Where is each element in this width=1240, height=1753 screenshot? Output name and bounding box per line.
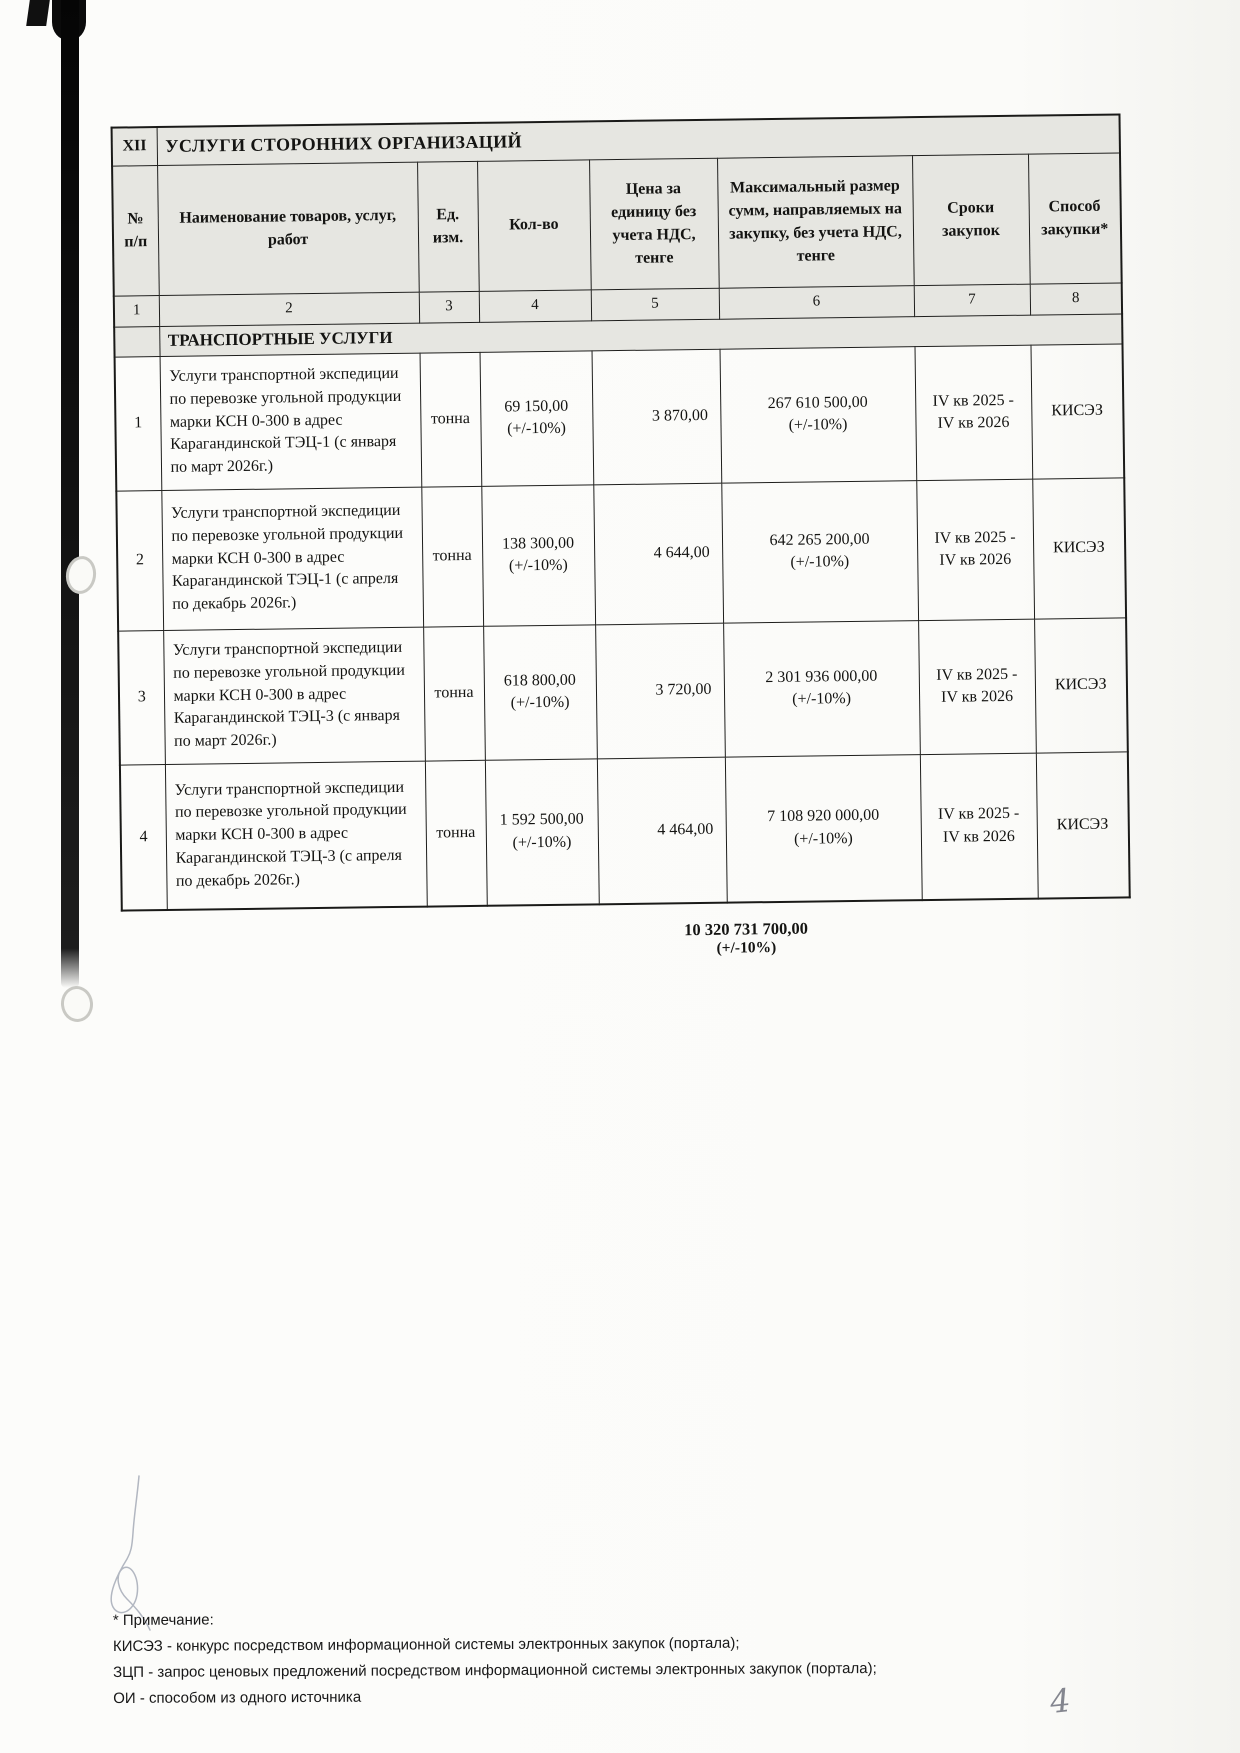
method-cell: КИСЭЗ bbox=[1030, 343, 1124, 478]
method-cell: КИСЭЗ bbox=[1032, 477, 1126, 618]
method-cell: КИСЭЗ bbox=[1034, 617, 1128, 752]
col-header-name: Наименование товаров, услуг, работ bbox=[157, 162, 419, 295]
quantity-cell: 69 150,00 (+/-10%) bbox=[480, 350, 594, 485]
terms-cell: IV кв 2025 - IV кв 2026 bbox=[916, 479, 1034, 621]
row-num-cell: 2 bbox=[116, 490, 163, 631]
col-header-method: Способ закупки* bbox=[1028, 152, 1122, 283]
group-title-cell: ТРАНСПОРТНЫЕ УСЛУГИ bbox=[159, 313, 1122, 356]
item-name-cell: Услуги транспортной экспедиции по перевозке угольной продукции марки КСН 0-300 в адрес Карагандинской ТЭЦ-1 (с апреля по декабрь 2026г.) bbox=[161, 487, 423, 630]
col-num-1: 1 bbox=[114, 295, 159, 327]
total-tolerance: (+/-10%) bbox=[716, 939, 777, 957]
terms-cell: IV кв 2025 - IV кв 2026 bbox=[914, 345, 1032, 481]
terms-cell: IV кв 2025 - IV кв 2026 bbox=[920, 753, 1038, 901]
unit-price-cell: 4 644,00 bbox=[593, 483, 723, 625]
item-name-cell: Услуги транспортной экспедиции по перевозке угольной продукции марки КСН 0-300 в адрес Карагандинской ТЭЦ-3 (с апреля по декабрь 2026г.) bbox=[165, 761, 427, 910]
unit-price-cell: 3 870,00 bbox=[592, 349, 722, 485]
binding-edge-strip bbox=[61, 0, 79, 988]
quantity-cell: 1 592 500,00 (+/-10%) bbox=[485, 758, 599, 905]
row-num-cell: 4 bbox=[120, 764, 167, 911]
col-header-price: Цена за единицу без учета НДС, тенге bbox=[589, 158, 719, 290]
max-sum-cell: 267 610 500,00 (+/-10%) bbox=[720, 346, 917, 483]
unit-cell: тонна bbox=[420, 352, 482, 487]
max-sum-cell: 7 108 920 000,00 (+/-10%) bbox=[725, 754, 922, 903]
col-num-4: 4 bbox=[479, 289, 591, 321]
row-num-cell: 3 bbox=[118, 630, 165, 765]
footnote-title: * Примечание: bbox=[112, 1611, 214, 1629]
grand-total bbox=[626, 918, 866, 959]
page-number: 4 bbox=[1048, 1681, 1073, 1721]
total-amount: 10 320 731 700,00 bbox=[684, 918, 809, 940]
group-row-empty-cell bbox=[114, 326, 159, 357]
quantity-cell: 618 800,00 (+/-10%) bbox=[483, 624, 597, 759]
col-header-qty: Кол-во bbox=[477, 159, 591, 290]
unit-price-cell: 3 720,00 bbox=[595, 623, 725, 759]
column-header-row bbox=[112, 152, 1122, 295]
row-num-cell: 1 bbox=[115, 356, 162, 491]
col-num-6: 6 bbox=[719, 285, 914, 319]
document-sheet bbox=[111, 113, 1134, 965]
table-row bbox=[118, 617, 1128, 764]
table-row bbox=[115, 343, 1125, 490]
unit-cell: тонна bbox=[425, 760, 487, 907]
footnote-item: КИСЭЗ - конкурс посредством информационной системы электронных закупок (портала); bbox=[112, 1634, 740, 1655]
table-row bbox=[120, 751, 1130, 910]
footnote-item: ЗЦП - запрос ценовых предложений посредством информационной системы электронных закупок (портала); bbox=[113, 1660, 877, 1681]
col-header-num: № п/п bbox=[112, 165, 159, 296]
footnote-item: ОИ - способом из одного источника bbox=[113, 1688, 362, 1707]
max-sum-cell: 2 301 936 000,00 (+/-10%) bbox=[723, 620, 920, 757]
quantity-cell: 138 300,00 (+/-10%) bbox=[481, 484, 595, 625]
col-header-maxsum: Максимальный размер сумм, направляемых на закупку, без учета НДС, тенге bbox=[717, 155, 914, 288]
col-header-unit: Ед. изм. bbox=[417, 161, 479, 292]
footnotes-block bbox=[113, 1604, 877, 1712]
col-num-2: 2 bbox=[159, 292, 419, 326]
scan-corner-mark bbox=[26, 0, 50, 26]
hole-punch-bottom bbox=[59, 984, 95, 1023]
procurement-table bbox=[111, 113, 1131, 911]
section-title-cell: УСЛУГИ СТОРОННИХ ОРГАНИЗАЦИЙ bbox=[157, 114, 1121, 165]
max-sum-cell: 642 265 200,00 (+/-10%) bbox=[721, 480, 918, 623]
unit-price-cell: 4 464,00 bbox=[597, 757, 727, 905]
table-row bbox=[116, 477, 1126, 630]
col-header-terms: Сроки закупок bbox=[912, 154, 1030, 286]
item-name-cell: Услуги транспортной экспедиции по перевозке угольной продукции марки КСН 0-300 в адрес Карагандинской ТЭЦ-1 (с января по март 2026г.) bbox=[160, 353, 422, 490]
item-name-cell: Услуги транспортной экспедиции по перевозке угольной продукции марки КСН 0-300 в адрес Карагандинской ТЭЦ-3 (с января по март 2026г.) bbox=[163, 627, 425, 764]
terms-cell: IV кв 2025 - IV кв 2026 bbox=[918, 619, 1036, 755]
unit-cell: тонна bbox=[423, 626, 485, 761]
col-num-3: 3 bbox=[419, 291, 479, 323]
section-number-cell: XII bbox=[112, 127, 157, 166]
col-num-5: 5 bbox=[591, 288, 719, 321]
unit-cell: тонна bbox=[421, 486, 483, 627]
col-num-8: 8 bbox=[1030, 282, 1122, 314]
method-cell: КИСЭЗ bbox=[1036, 751, 1130, 898]
col-num-7: 7 bbox=[914, 284, 1030, 317]
